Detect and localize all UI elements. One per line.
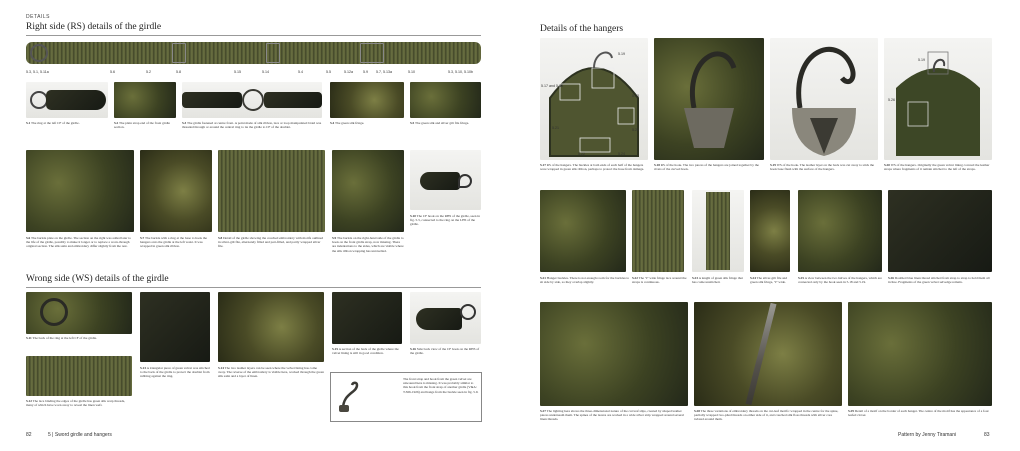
caption-5-6: 5.6 The buckle plate on the girdle. The section on the right was added later to the life of the girdle, possibly to make it longer or to replace a worn-through original section. The silk satin and embroidery differ slightly from the rest. — [26, 236, 131, 249]
caption-5-14: 5.14 The two leather layers can be seen where the velvet lining has come away. The reverse of the embroidery is visible here, worked through the green silk satin and a layer of linen. — [218, 366, 324, 379]
fig-label: 5.22 — [578, 152, 585, 156]
detail-box — [360, 43, 384, 63]
fig-label: 5.23 — [632, 94, 639, 98]
heading-hangers: Details of the hangers — [540, 24, 624, 34]
caption-5-29: 5.29 Detail of a motif on the border of each hanger. The centre of the motif has the appearance of a four leafed clover. — [848, 409, 989, 418]
fig-label: 5.26 — [888, 98, 895, 102]
caption-5-20: 5.20 WS of the hangers. Originally the green velvet lining covered the leather straps where fragments of it remain stitched to the left of the straps. — [884, 163, 990, 172]
photo-5-8 — [218, 150, 325, 232]
photo-5-23 — [692, 190, 744, 272]
photo-5-15 — [332, 292, 402, 344]
caption-5-26: 5.26 Doubled blue linen thread stitched from strap to strap to hold them all in line. Fragments of the green velvet selvedge remain. — [888, 276, 990, 285]
photo-5-4 — [330, 82, 404, 118]
hook-note-text: The front strap and hook from the green velvet are unwound here is missing. It was probably similar to this hook from the front strap of another girdle (V&A: T.366-1926) and hangs from the buckle seen in fig. 5.9. — [403, 377, 479, 394]
caption-5-28: 5.28 The three variations of embroidery threads on the cut-leaf motifs: wrapped in the centre for the spine, partially wrapped two-plied threads on either side of it, and couched silk floss threads with silver core twisted around them. — [694, 409, 839, 422]
photo-5-17 — [540, 38, 648, 160]
caption-5-1: 5.1 The ring at the left CF of the girdle. — [26, 121, 80, 125]
detail-box — [172, 43, 186, 63]
caption-5-5: 5.5 The green silk and silver gilt file fringe. — [410, 121, 470, 125]
photo-5-3 — [182, 82, 322, 118]
caption-5-2: 5.2 The plain strap end of the front girdle section. — [114, 121, 170, 130]
strip-label: 5.10 — [408, 70, 415, 74]
section-tag: DETAILS — [26, 14, 50, 20]
caption-5-4: 5.4 The green silk fringe. — [330, 121, 365, 125]
heading-rule — [26, 35, 481, 36]
caption-5-11: 5.11 The back of the ring at the left CF of the girdle. — [26, 336, 97, 340]
photo-5-10 — [410, 150, 481, 210]
photo-5-22 — [632, 190, 684, 272]
folio-number: 82 — [26, 432, 32, 438]
caption-5-7: 5.7 The buckle with a ring at the base to hook the hangers onto the girdle at the left waist. It was wrapped in green silk ribbon. — [140, 236, 208, 249]
running-title: Pattern by Jenny Tiramani — [898, 432, 957, 438]
strip-label: 5.2 — [146, 70, 151, 74]
photo-5-11 — [26, 292, 132, 334]
heading-wrong-side: Wrong side (WS) details of the girdle — [26, 274, 169, 284]
strip-label: 5.7, 5.13a — [376, 70, 392, 74]
photo-5-26 — [888, 190, 992, 272]
heading-rule — [26, 287, 481, 288]
fig-label: 5.25 — [632, 128, 639, 132]
strip-label: 5.3, 5.10, 5.10b — [448, 70, 473, 74]
caption-5-9: 5.9 The buckle on the right-hand side of the girdle to hook on the front girdle strap, now missing. There are indentations to the sides, which are visible where the silk ribbon wrapping has unravelled. — [332, 236, 404, 253]
photo-5-13 — [140, 292, 210, 362]
photo-5-14 — [218, 292, 324, 362]
photo-5-29 — [848, 302, 992, 406]
photo-5-5 — [410, 82, 481, 118]
caption-5-25: 5.25 A view between the two halves of the hangers, which are connected only by the hook seen in 5.18 and 5.19. — [798, 276, 882, 285]
caption-5-18: 5.18 RS of the hook. The two pieces of the hangers are joined together by the rivets of the curved hook. — [654, 163, 759, 172]
fig-label: 5.19 — [918, 58, 925, 62]
photo-5-1 — [26, 82, 108, 118]
strip-label: 5.5 — [326, 70, 331, 74]
running-title: 5 | Sword girdle and hangers — [48, 432, 112, 438]
photo-5-20 — [884, 38, 992, 160]
caption-5-12: 5.12 The lace binding the edges of the girdle has green silk warp threads, many of which have worn away to reveal the linen weft. — [26, 399, 126, 408]
strip-label: 5.15 — [234, 70, 241, 74]
heading-right-side: Right side (RS) details of the girdle — [26, 22, 162, 32]
strip-label: 5.12a — [344, 70, 353, 74]
caption-5-10: 5.10 The CF hook on the RHS of the girdle, seen in fig. 5.3, connected to the ring on the LHS of the girdle. — [410, 214, 480, 227]
fig-label: 5.17 and 5.18 — [541, 84, 563, 88]
photo-5-19 — [770, 38, 878, 160]
caption-5-21: 5.21 Hanger buckles. There is not enough room for the buckles to sit side by side, so they overlap slightly. — [540, 276, 630, 285]
caption-5-27: 5.27 The lighting here shows the three-dimensional nature of the cut leaf slips, created by shaped leather pieces underneath them. The spines of the leaves are worked in a wide silver strip wrapped around several linen threads. — [540, 409, 684, 422]
strip-label: 5.4 — [298, 70, 303, 74]
caption-5-22: 5.22 The 'V' wide fringe lace around the straps is continuous. — [632, 276, 687, 285]
photo-5-25 — [798, 190, 882, 272]
right-page — [510, 0, 1020, 451]
strip-label: 5.9 — [363, 70, 368, 74]
photo-5-18 — [654, 38, 764, 160]
fig-label: 5.19 — [618, 52, 625, 56]
strip-label: 5.14 — [262, 70, 269, 74]
caption-5-15: 5.15 A section of the back of the girdle where the velvet lining is still in good condition. — [332, 347, 399, 356]
strip-label: 5.6 — [110, 70, 115, 74]
hook-icon — [337, 381, 363, 413]
detail-box — [266, 43, 280, 63]
girdle-strip-photo — [26, 42, 481, 64]
caption-5-8: 5.8 Detail of the girdle showing the couched embroidery with motifs outlined in silver-gilt file, alternately filled and part-filled, and partly wrapped silver file. — [218, 236, 324, 249]
caption-5-19: 5.19 WS of the hook. The leather layer on the back was cut away to stick the hook base flush with the surface of the hangers. — [770, 163, 875, 172]
photo-5-27 — [540, 302, 688, 406]
photo-5-28 — [694, 302, 842, 406]
caption-5-16: 5.16 Side back view of the CF hook on the RHS of the girdle. — [410, 347, 480, 356]
photo-5-21 — [540, 190, 626, 272]
fig-label: 5.21 — [552, 126, 559, 130]
folio-number: 83 — [984, 432, 990, 438]
photo-5-6 — [26, 150, 134, 232]
caption-5-17: 5.17 RS of the hangers. The buckles at both ends of each half of the hangers were wrapped in green silk ribbon, perhaps to protect the hose from damage. — [540, 163, 645, 172]
photo-5-9 — [332, 150, 404, 232]
photo-5-12 — [26, 356, 132, 396]
strip-label: 5.3, 5.1, 5.11a — [26, 70, 49, 74]
strip-label: 5.8 — [176, 70, 181, 74]
girdle-ring-icon — [30, 44, 48, 62]
caption-5-23: 5.23 A length of green silk fringe that has come unstitched. — [692, 276, 743, 285]
caption-5-3: 5.3 The girdle fastened at centre front. A point made of silk ribbon, lace or loop manipulated braid was threaded through or around the central ring to tie the girdle to CF of the doublet. — [182, 121, 322, 130]
fig-label: 5.24 — [618, 152, 625, 156]
photo-5-2 — [114, 82, 176, 118]
photo-5-7 — [140, 150, 212, 232]
photo-5-24 — [750, 190, 790, 272]
photo-5-16 — [410, 292, 481, 344]
hook-note-box — [330, 372, 482, 422]
caption-5-13: 5.13 A triangular piece of green velvet was stitched to the back of the girdle to protect the doublet from rubbing against the ring. — [140, 366, 210, 379]
caption-5-24: 5.24 The silver-gilt file and green silk fringe, 'V' wide. — [750, 276, 788, 285]
